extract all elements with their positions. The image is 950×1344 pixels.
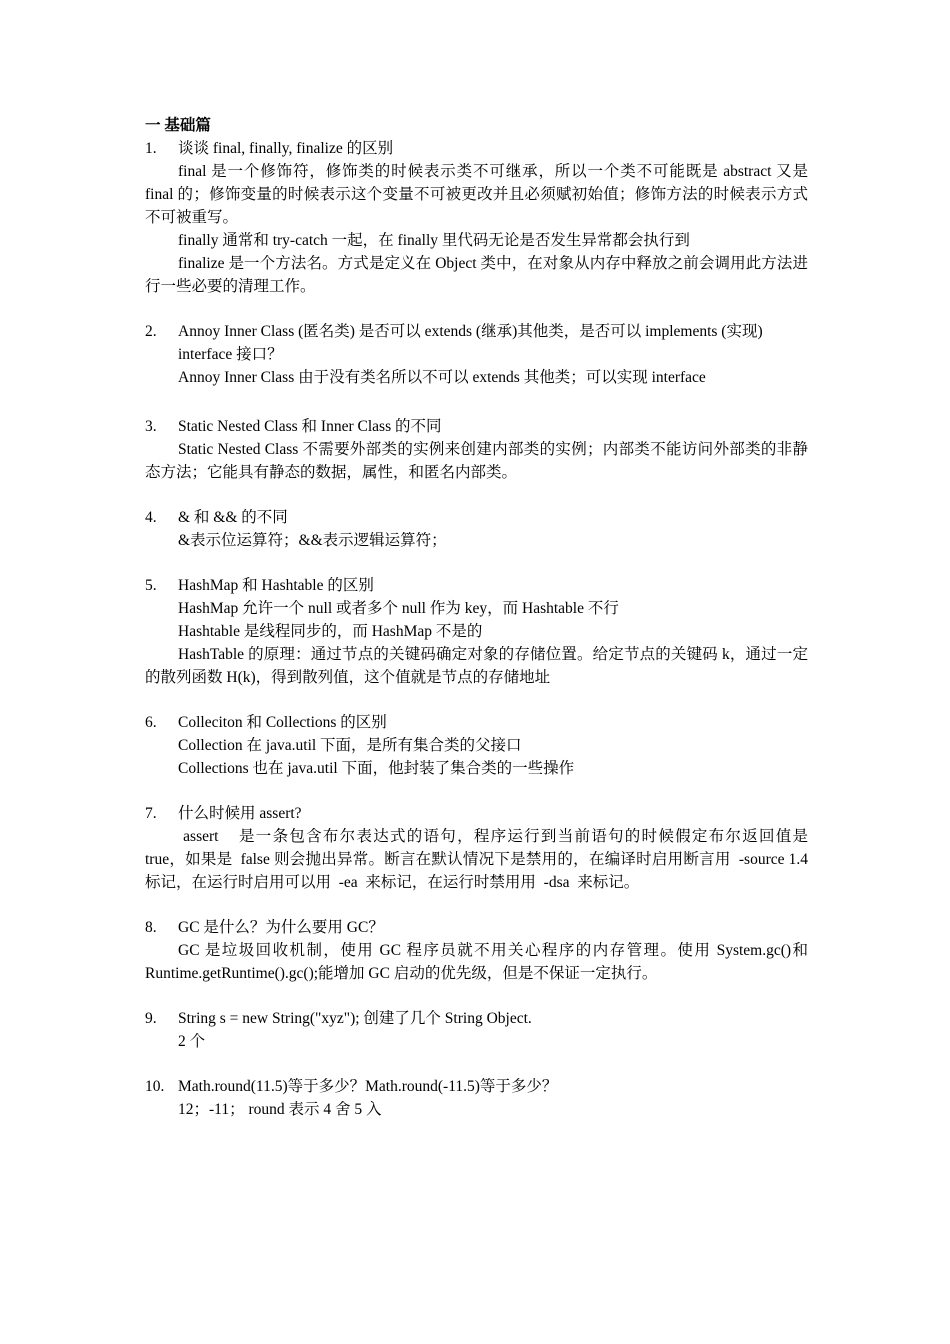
question-heading — [145, 711, 808, 734]
question-number: 3. — [145, 418, 157, 435]
question-text: & 和 && 的不同 — [178, 509, 288, 526]
question-text: String s = new String("xyz"); 创建了几个 String Object. — [178, 1010, 532, 1027]
question-number: 9. — [145, 1010, 157, 1027]
document-page — [145, 114, 824, 1121]
question-9 — [145, 1007, 808, 1053]
question-number: 10. — [145, 1078, 165, 1095]
answer-paragraph: HashMap 允许一个 null 或者多个 null 作为 key，而 Hashtable 不行 — [178, 600, 619, 617]
question-heading — [145, 506, 808, 529]
question-3 — [145, 415, 808, 484]
question-heading — [145, 320, 808, 366]
answer-paragraph: 2 个 — [178, 1033, 206, 1050]
question-heading — [145, 1007, 808, 1030]
answer-paragraph: finalize 是一个方法名。方式是定义在 Object 类中，在对象从内存中释放之前会调用此方法进行一些必要的清理工作。 — [145, 255, 808, 295]
question-number: 4. — [145, 509, 157, 526]
answer-paragraph: HashTable 的原理：通过节点的关键码确定对象的存储位置。给定节点的关键码 k，通过一定的散列函数 H(k)，得到散列值，这个值就是节点的存储地址 — [145, 646, 808, 686]
question-heading — [145, 802, 808, 825]
answer-paragraph: Collections 也在 java.util 下面，他封装了集合类的一些操作 — [178, 760, 575, 777]
answer-paragraph: Collection 在 java.util 下面，是所有集合类的父接口 — [178, 737, 522, 754]
question-number: 1. — [145, 140, 157, 157]
question-8 — [145, 916, 808, 985]
answer-paragraph: &表示位运算符；&&表示逻辑运算符； — [178, 532, 447, 549]
question-4 — [145, 506, 808, 552]
answer-paragraph: 12；-11； round 表示 4 舍 5 入 — [178, 1101, 382, 1118]
question-5 — [145, 574, 808, 689]
question-heading — [145, 574, 808, 597]
question-6 — [145, 711, 808, 780]
question-1 — [145, 137, 808, 298]
question-text: GC 是什么？为什么要用 GC？ — [178, 919, 384, 936]
answer-paragraph: GC 是垃圾回收机制，使用 GC 程序员就不用关心程序的内存管理。使用 System.gc()和 Runtime.getRuntime().gc();能增加 GC 启动的优先级，但是不保证一定执行。 — [145, 942, 808, 982]
question-heading — [145, 137, 808, 160]
question-text: Annoy Inner Class (匿名类) 是否可以 extends (继承)其他类，是否可以 implements (实现) interface 接口？ — [178, 323, 763, 363]
question-7 — [145, 802, 824, 894]
answer-paragraph: assert 是一条包含布尔表达式的语句，程序运行到当前语句的时候假定布尔返回值是 true，如果是 false 则会抛出异常。断言在默认情况下是禁用的，在编译时启用断言用 -source 1.4 标记，在运行时启用可以用 -ea 来标记，在运行时禁用用 -dsa 来标记。 — [145, 828, 824, 891]
question-text: 谈谈 final, finally, finalize 的区别 — [178, 140, 394, 157]
question-heading — [145, 916, 808, 939]
question-text: Math.round(11.5)等于多少？Math.round(-11.5)等于多少？ — [178, 1078, 558, 1095]
question-number: 5. — [145, 577, 157, 594]
answer-paragraph: Hashtable 是线程同步的，而 HashMap 不是的 — [178, 623, 483, 640]
answer-paragraph: finally 通常和 try-catch 一起，在 finally 里代码无论是否发生异常都会执行到 — [178, 232, 690, 249]
question-number: 7. — [145, 805, 157, 822]
question-text: 什么时候用 assert? — [178, 805, 302, 822]
question-number: 2. — [145, 323, 157, 340]
question-heading — [145, 415, 808, 438]
question-text: Colleciton 和 Collections 的区别 — [178, 714, 387, 731]
question-text: HashMap 和 Hashtable 的区别 — [178, 577, 374, 594]
section-title: 一 基础篇 — [145, 117, 211, 134]
question-heading — [145, 1075, 808, 1098]
answer-paragraph: Static Nested Class 不需要外部类的实例来创建内部类的实例；内部类不能访问外部类的非静态方法；它能具有静态的数据，属性，和匿名内部类。 — [145, 441, 808, 481]
question-2 — [145, 320, 808, 389]
question-10 — [145, 1075, 808, 1121]
question-text: Static Nested Class 和 Inner Class 的不同 — [178, 418, 442, 435]
question-number: 6. — [145, 714, 157, 731]
answer-paragraph: Annoy Inner Class 由于没有类名所以不可以 extends 其他类；可以实现 interface — [178, 369, 706, 386]
question-number: 8. — [145, 919, 157, 936]
answer-paragraph: final 是一个修饰符，修饰类的时候表示类不可继承，所以一个类不可能既是 abstract 又是 final 的；修饰变量的时候表示这个变量不可被更改并且必须赋初始值；修饰方法的时候表示方式不可被重写。 — [145, 163, 808, 226]
